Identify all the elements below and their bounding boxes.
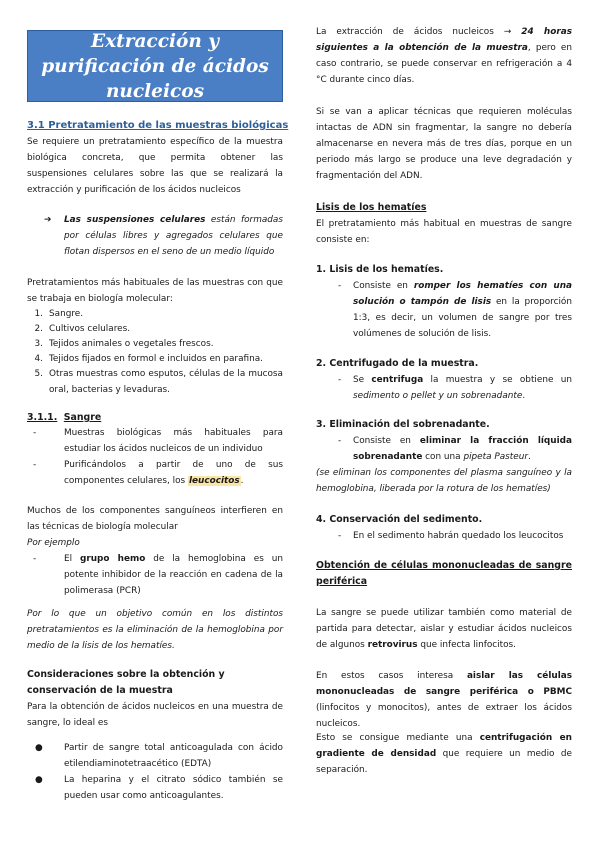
step1-title: 1. Lisis de los hematíes. xyxy=(316,264,444,275)
page-title: Extracción y purificación de ácidos nucleicos xyxy=(41,30,269,102)
step3-title: 3. Eliminación del sobrenadante. xyxy=(316,419,490,430)
step2-title: 2. Centrifugado de la muestra. xyxy=(316,358,479,369)
mono-paragraph-3: Esto se consigue mediante una centrifugación en gradiente de densidad que requiere un medio de separación. xyxy=(316,733,572,775)
extraction-paragraph: La extracción de ácidos nucleicos → 24 horas siguientes a la obtención de la muestra, pero en caso contrario, se puede conservar en refrigeración a 4 °C durante cinco días. xyxy=(316,27,573,85)
arrow-icon: ➔ xyxy=(44,215,52,225)
mono-title: Obtención de células mononucleadas de sangre periférica xyxy=(316,560,572,587)
considerations-title: Consideraciones sobre la obtención y conservación de la muestra xyxy=(27,669,225,696)
note-paragraph: Las suspensiones celulares están formadas por células libres y agregados celulares que flotan dispersos en el seno de un medio líquido xyxy=(64,215,283,257)
subsection-title: 3.1.1. Sangre xyxy=(27,412,102,423)
mono-paragraph-2: En estos casos interesa aislar las células mononucleadas de sangre periférica o PBMC (linfocitos y monocitos), antes de extraer los ácidos nucleicos. xyxy=(316,671,573,729)
adn-paragraph: Si se van a aplicar técnicas que requieren moléculas intactas de ADN sin fragmentar, la sangre no debería almacenarse en nevera más de tres días, porque en un periodo más largo se produce una leve degradación y fragmentación del ADN. xyxy=(316,107,572,181)
lisis-intro: El pretratamiento más habitual en muestras de sangre consiste en: xyxy=(316,219,572,245)
section-title: 3.1 Pretratamiento de las muestras biológicas xyxy=(27,120,289,131)
step3-note: (se eliminan los componentes del plasma sanguíneo y la hemoglobina, liberada por la rotura de los hematíes) xyxy=(316,468,572,494)
pretreatments-intro: Pretratamientos más habituales de las muestras con que se trabaja en biología molecular: xyxy=(27,278,283,304)
title-banner xyxy=(27,30,283,102)
step4-title: 4. Conservación del sedimento. xyxy=(316,514,483,525)
intro-paragraph: Se requiere un pretratamiento específico de la muestra biológica concreta, que permita obtener las suspensiones celulares sobre las que se realizará la extracción y purificación de los ácidos nucleicos xyxy=(27,137,283,195)
considerations-text: Para la obtención de ácidos nucleicos en una muestra de sangre, lo ideal es xyxy=(27,702,283,728)
example-label: Por ejemplo xyxy=(27,538,80,548)
lisis-title: Lisis de los hematíes xyxy=(316,202,427,213)
objective-paragraph: Por lo que un objetivo común en los distintos pretratamientos es la eliminación de la hemoglobina por medio de la lisis de los hematíes. xyxy=(27,609,283,651)
mono-paragraph-1: La sangre se puede utilizar también como material de partida para detectar, aislar y estudiar ácidos nucleicos de algunos retrovirus que infecta linfocitos. xyxy=(316,608,572,650)
interference-paragraph: Muchos de los componentes sanguíneos interfieren en las técnicas de biología molecular xyxy=(27,506,283,532)
